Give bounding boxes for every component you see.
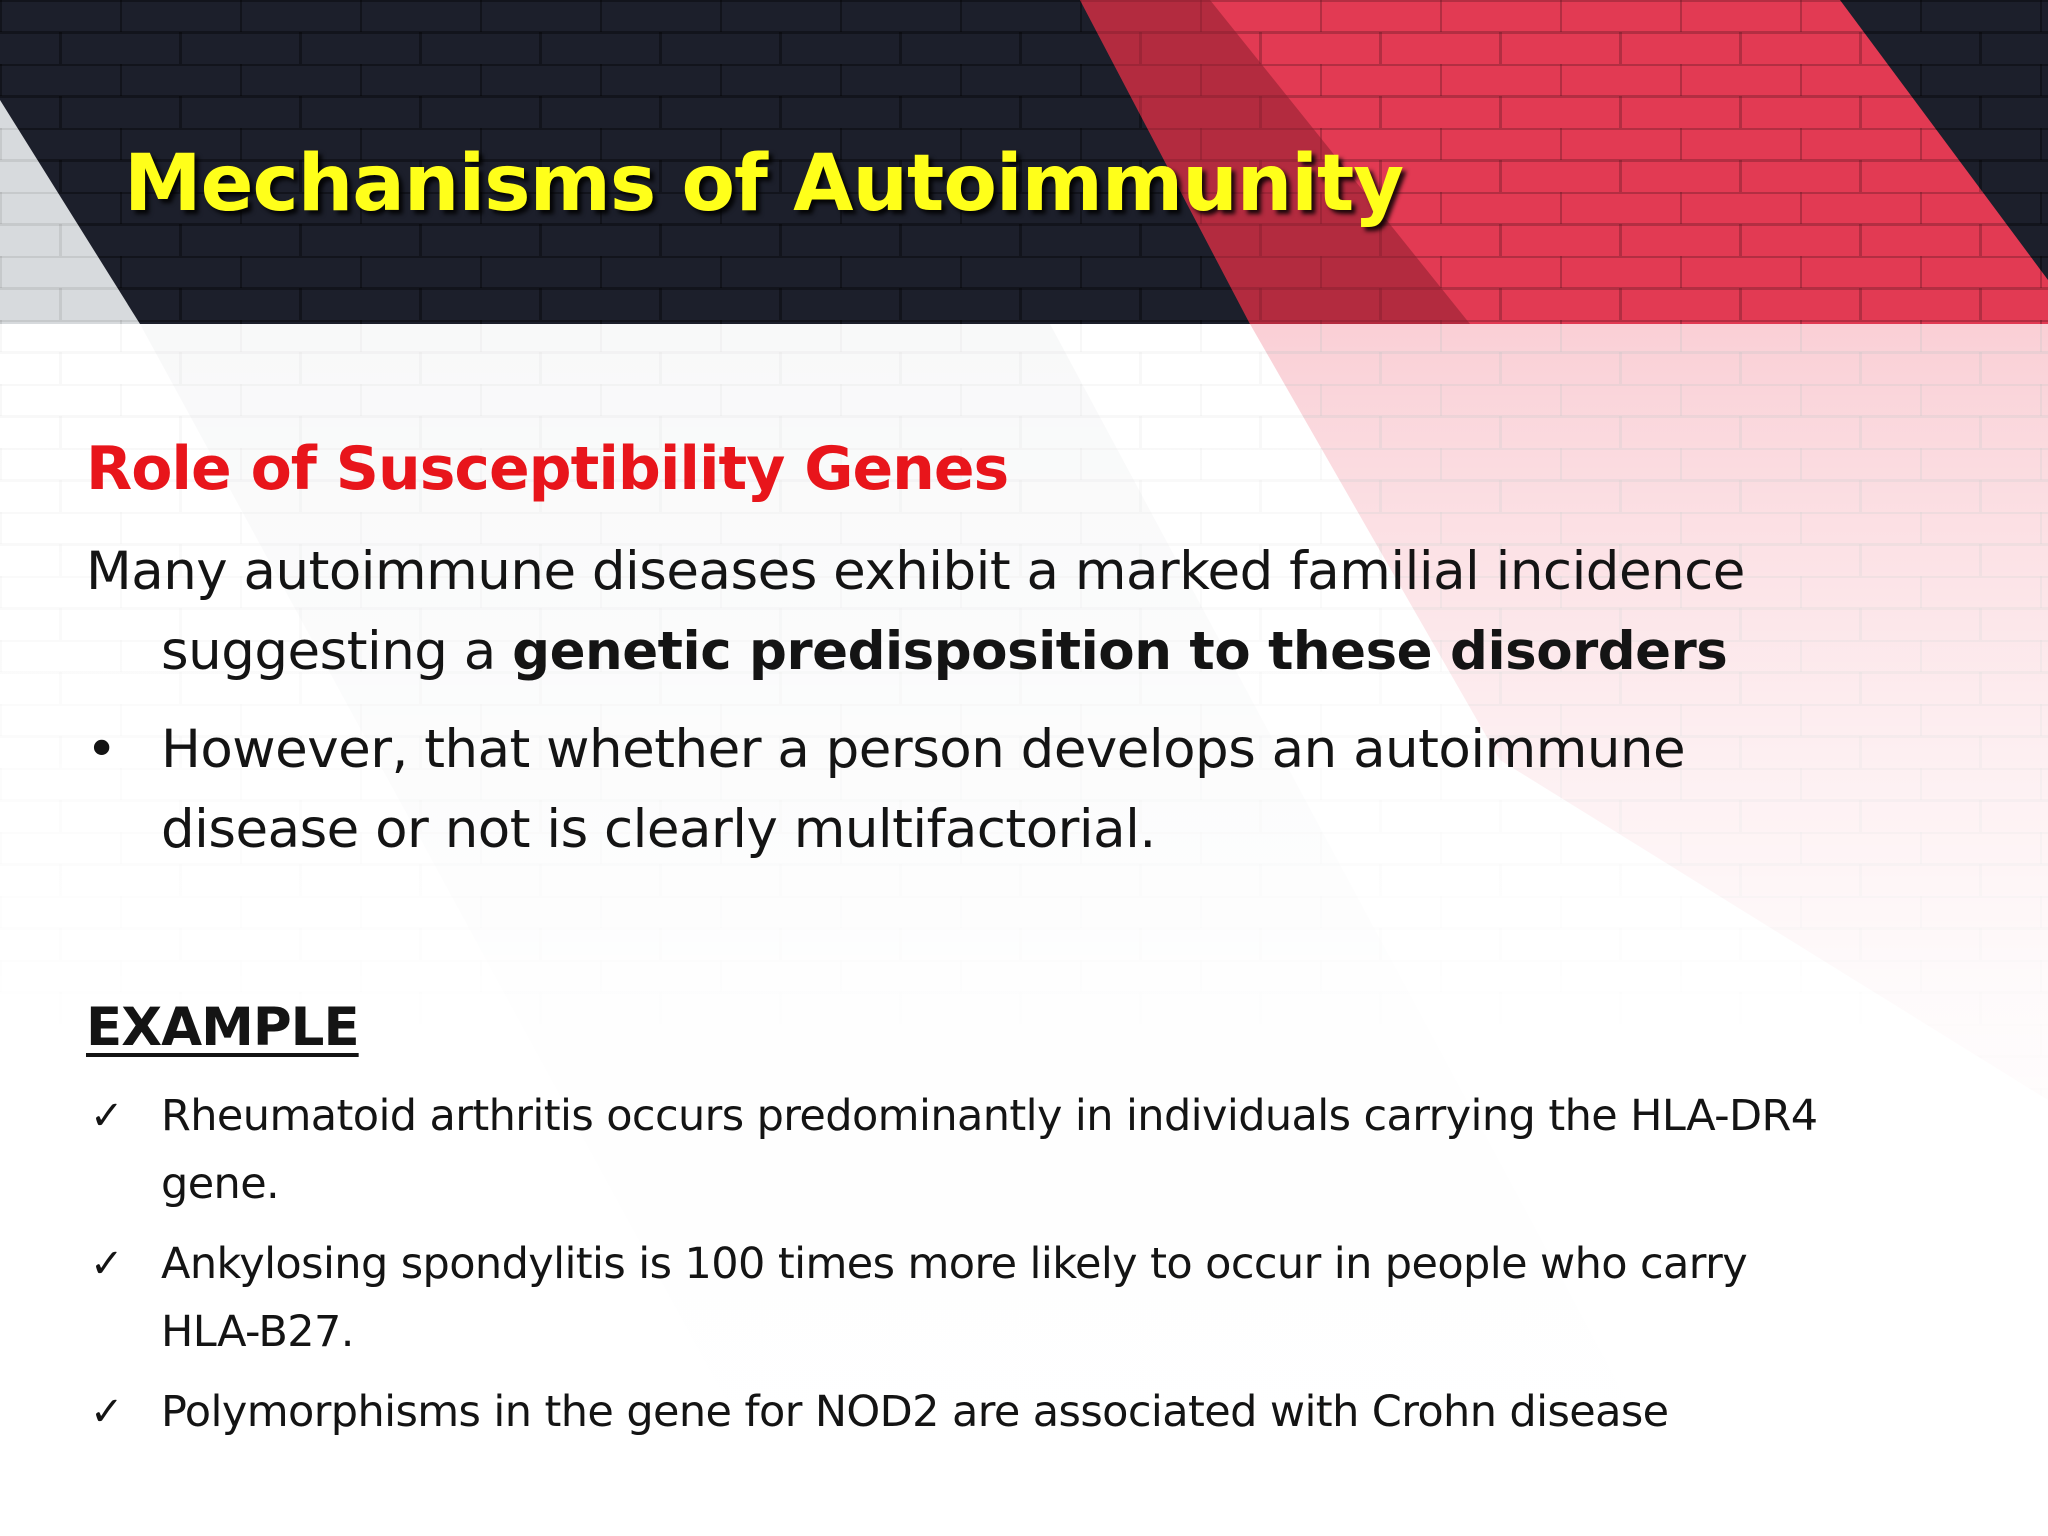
example-item-line-1: Rheumatoid arthritis occurs predominantly in individuals carrying the HLA-DR4 <box>161 1091 1818 1141</box>
intro-paragraph <box>86 532 1986 692</box>
intro-line-2-plain: suggesting a <box>161 621 513 682</box>
check-icon: ✓ <box>90 1093 124 1139</box>
bullet-point <box>86 710 1986 870</box>
bullet-line-1: However, that whether a person develops an autoimmune <box>161 719 1686 780</box>
example-item-text <box>161 1082 1986 1218</box>
section-subtitle: Role of Susceptibility Genes <box>86 434 1009 504</box>
example-item <box>86 1082 1986 1218</box>
example-item <box>86 1230 1986 1366</box>
example-item <box>86 1378 1986 1446</box>
example-item-text <box>161 1378 1986 1446</box>
slide-title: Mechanisms of Autoimmunity <box>124 139 1404 229</box>
example-heading: EXAMPLE <box>86 997 359 1058</box>
intro-line-2 <box>86 612 1986 692</box>
check-icon: ✓ <box>90 1389 124 1435</box>
example-item-line-1: Ankylosing spondylitis is 100 times more likely to occur in people who carry <box>161 1239 1748 1289</box>
example-item-line-1: Polymorphisms in the gene for NOD2 are associated with Crohn disease <box>161 1387 1669 1437</box>
bullet-marker: • <box>86 719 118 780</box>
example-item-line-2: gene. <box>161 1159 280 1209</box>
example-item-text <box>161 1230 1986 1366</box>
intro-line-1: Many autoimmune diseases exhibit a marked familial incidence <box>86 541 1745 602</box>
intro-line-2-bold: genetic predisposition to these disorders <box>512 621 1728 682</box>
example-item-line-2: HLA-B27. <box>161 1307 354 1357</box>
check-icon: ✓ <box>90 1241 124 1287</box>
bullet-line-2: disease or not is clearly multifactorial. <box>161 799 1156 860</box>
bullet-text <box>161 710 1986 870</box>
